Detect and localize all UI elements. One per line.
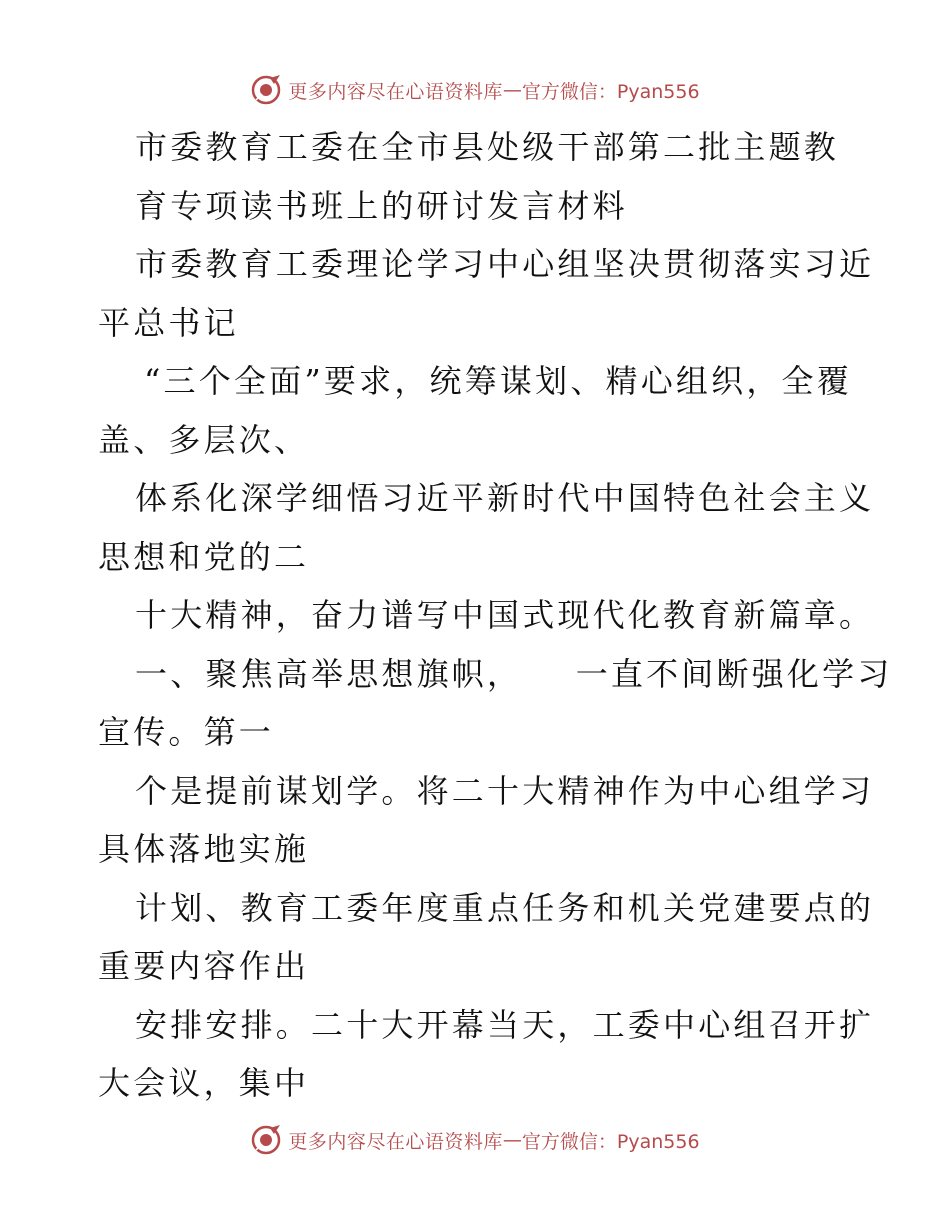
banner-title: 更多内容尽在心语资料库: [288, 80, 503, 103]
doc-line: 平总书记: [98, 303, 239, 342]
doc-line: 重要内容作出: [98, 947, 310, 985]
banner-wechat: 官方微信：Pyan556: [521, 1130, 700, 1153]
doc-line: 大会议，集中: [98, 1064, 310, 1102]
doc-line: 具体落地实施: [98, 830, 310, 868]
banner-wechat: 官方微信：Pyan556: [521, 80, 700, 103]
doc-line: 市委教育工委在全市县处级干部第二批主题教: [135, 128, 840, 166]
doc-line: “三个全面”要求，统筹谋划、精心组织，全覆: [144, 362, 852, 400]
doc-line: 一、聚焦高举思想旗帜， 一直不间断强化学习: [135, 654, 893, 693]
banner-separator: —: [502, 1129, 522, 1151]
banner-title: 更多内容尽在心语资料库: [288, 1130, 503, 1153]
doc-line: 思想和党的二: [98, 537, 310, 576]
pen-circle-logo-icon: [250, 1124, 282, 1156]
doc-line: 宣传。第一: [98, 713, 275, 751]
document-body: [98, 118, 893, 1113]
doc-line: 盖、多层次、: [98, 420, 310, 459]
footer-banner: [0, 1120, 950, 1160]
doc-line: 计划、教育工委年度重点任务和机关党建要点的: [135, 888, 875, 927]
pen-circle-logo-icon: [250, 74, 282, 106]
banner-separator: —: [502, 79, 522, 101]
doc-line: 市委教育工委理论学习中心组坚决贯彻落实习近: [135, 245, 875, 283]
doc-line: 体系化深学细悟习近平新时代中国特色社会主义: [135, 479, 875, 517]
doc-line: 育专项读书班上的研讨发言材料: [135, 186, 628, 225]
header-banner: [0, 70, 950, 110]
doc-line: 十大精神，奋力谱写中国式现代化教育新篇章。: [135, 596, 875, 634]
doc-line: 个是提前谋划学。将二十大精神作为中心组学习: [135, 771, 875, 810]
doc-line: 安排安排。二十大开幕当天，工委中心组召开扩: [135, 1005, 875, 1044]
